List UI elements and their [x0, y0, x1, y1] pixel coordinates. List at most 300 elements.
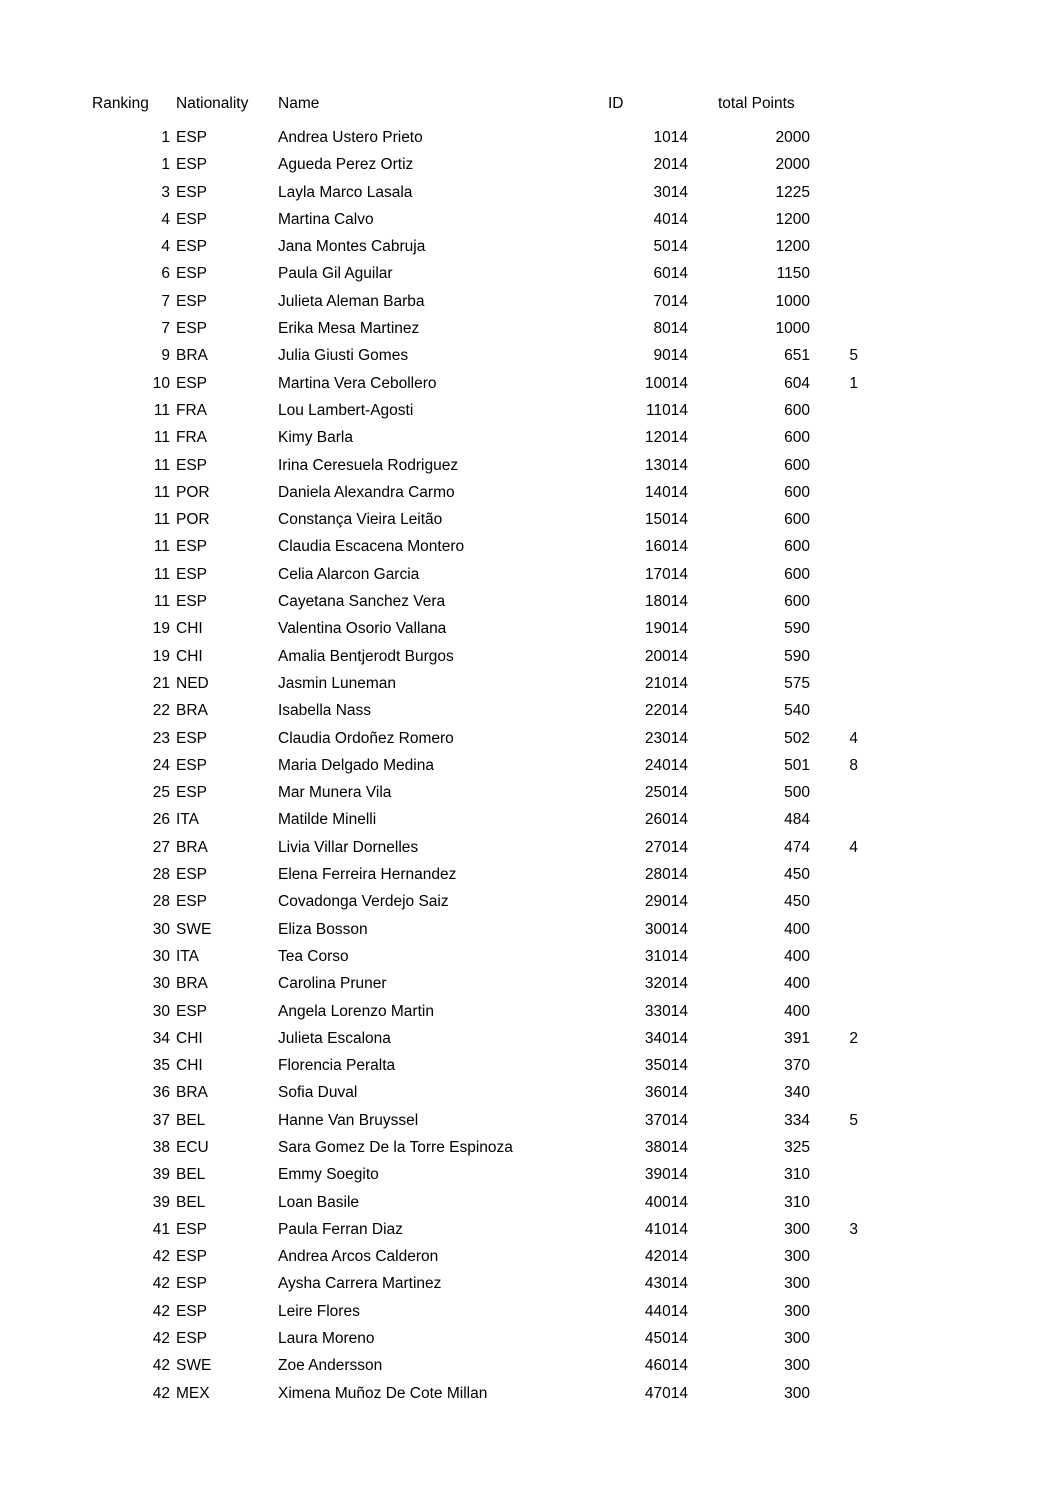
cell-name: Angela Lorenzo Martin: [278, 1002, 434, 1020]
cell-name: Leire Flores: [278, 1302, 360, 1320]
cell-total-points: 450: [784, 866, 810, 884]
cell-nationality: CHI: [176, 1057, 203, 1075]
cell-id: 12014: [644, 429, 688, 447]
cell-id: 3014: [653, 183, 688, 201]
cell-total-points: 651: [784, 347, 810, 365]
cell-total-points: 600: [784, 429, 810, 447]
table-row: [92, 479, 858, 506]
table-row: [92, 561, 858, 588]
cell-nationality: ECU: [176, 1138, 209, 1156]
cell-total-points: 502: [784, 729, 810, 747]
column-header-total-points: total Points: [718, 95, 795, 112]
cell-ranking: 11: [153, 511, 170, 529]
cell-total-points: 325: [784, 1138, 810, 1156]
cell-nationality: FRA: [176, 429, 207, 447]
cell-extra: [810, 1325, 858, 1352]
cell-id: 39014: [644, 1166, 688, 1184]
cell-extra: 8: [849, 756, 858, 774]
cell-id: 33014: [644, 1002, 688, 1020]
cell-id: 7014: [653, 292, 688, 310]
cell-total-points: 400: [784, 920, 810, 938]
cell-total-points: 1200: [775, 238, 810, 256]
cell-extra: 4: [849, 838, 858, 856]
cell-extra: [810, 151, 858, 178]
cell-id: 27014: [644, 838, 688, 856]
cell-ranking: 30: [152, 920, 170, 938]
cell-id: 37014: [644, 1111, 688, 1129]
cell-name: Erika Mesa Martinez: [278, 320, 420, 338]
cell-name: Claudia Ordoñez Romero: [278, 729, 454, 747]
cell-extra: [810, 1134, 858, 1161]
cell-nationality: ESP: [176, 1302, 208, 1320]
cell-total-points: 310: [784, 1193, 810, 1211]
cell-nationality: ESP: [176, 183, 208, 201]
cell-ranking: 11: [153, 429, 170, 447]
column-header-extra: [810, 95, 858, 124]
cell-name: Covadonga Verdejo Saiz: [278, 893, 449, 911]
cell-id: 17014: [644, 565, 688, 583]
cell-extra: [810, 861, 858, 888]
cell-nationality: SWE: [176, 920, 212, 938]
cell-nationality: ESP: [176, 238, 208, 256]
cell-name: Irina Ceresuela Rodriguez: [278, 456, 459, 474]
cell-name: Sofia Duval: [278, 1084, 358, 1102]
cell-total-points: 300: [784, 1330, 810, 1348]
cell-total-points: 1200: [775, 210, 810, 228]
cell-nationality: ESP: [176, 374, 208, 392]
cell-nationality: ESP: [176, 265, 208, 283]
cell-extra: [810, 233, 858, 260]
cell-nationality: CHI: [176, 647, 203, 665]
cell-extra: [810, 260, 858, 287]
cell-id: 16014: [644, 538, 688, 556]
table-row: [92, 697, 858, 724]
ranking-table: [92, 95, 858, 1407]
cell-extra: [810, 643, 858, 670]
cell-ranking: 39: [152, 1166, 170, 1184]
cell-name: Livia Villar Dornelles: [278, 838, 419, 856]
table-row: [92, 615, 858, 642]
cell-ranking: 3: [161, 183, 170, 201]
cell-total-points: 1000: [775, 320, 810, 338]
table-row: [92, 670, 858, 697]
cell-id: 15014: [644, 511, 688, 529]
cell-nationality: BRA: [176, 975, 208, 993]
table-row: [92, 124, 858, 151]
cell-ranking: 23: [152, 729, 170, 747]
table-body: [92, 124, 858, 1407]
cell-ranking: 37: [152, 1111, 170, 1129]
cell-nationality: ESP: [176, 565, 208, 583]
cell-nationality: BRA: [176, 838, 208, 856]
cell-name: Zoe Andersson: [278, 1357, 383, 1375]
cell-total-points: 400: [784, 975, 810, 993]
table-row: [92, 397, 858, 424]
cell-id: 22014: [644, 702, 688, 720]
cell-extra: [810, 1243, 858, 1270]
cell-extra: [810, 670, 858, 697]
cell-id: 44014: [644, 1302, 688, 1320]
cell-nationality: ITA: [176, 947, 199, 965]
cell-name: Cayetana Sanchez Vera: [278, 593, 446, 611]
cell-id: 6014: [653, 265, 688, 283]
cell-ranking: 19: [152, 647, 170, 665]
cell-extra: [810, 452, 858, 479]
cell-ranking: 9: [161, 347, 170, 365]
cell-ranking: 11: [153, 593, 170, 611]
table-row: [92, 1079, 858, 1106]
table-row: [92, 1325, 858, 1352]
cell-total-points: 450: [784, 893, 810, 911]
cell-total-points: 300: [784, 1220, 810, 1238]
cell-extra: [810, 124, 858, 151]
cell-total-points: 600: [784, 456, 810, 474]
cell-name: Martina Vera Cebollero: [278, 374, 437, 392]
cell-id: 11014: [646, 401, 688, 419]
table-row: [92, 998, 858, 1025]
cell-nationality: MEX: [176, 1384, 210, 1402]
cell-extra: 2: [849, 1029, 858, 1047]
cell-total-points: 604: [784, 374, 810, 392]
table-row: [92, 506, 858, 533]
cell-extra: [810, 1079, 858, 1106]
cell-nationality: ESP: [176, 593, 208, 611]
cell-total-points: 600: [784, 593, 810, 611]
cell-name: Julieta Aleman Barba: [278, 292, 425, 310]
table-row: [92, 916, 858, 943]
table-row: [92, 288, 858, 315]
cell-name: Emmy Soegito: [278, 1166, 379, 1184]
cell-extra: [810, 588, 858, 615]
cell-ranking: 42: [152, 1330, 170, 1348]
table-row: [92, 233, 858, 260]
cell-extra: [810, 943, 858, 970]
cell-extra: [810, 998, 858, 1025]
cell-ranking: 38: [152, 1138, 170, 1156]
cell-name: Sara Gomez De la Torre Espinoza: [278, 1138, 513, 1156]
cell-id: 32014: [644, 975, 688, 993]
cell-ranking: 1: [161, 129, 170, 146]
cell-name: Celia Alarcon Garcia: [278, 565, 420, 583]
table-row: [92, 206, 858, 233]
cell-nationality: ESP: [176, 156, 208, 174]
cell-name: Martina Calvo: [278, 210, 374, 228]
cell-id: 9014: [653, 347, 688, 365]
cell-id: 8014: [653, 320, 688, 338]
cell-id: 36014: [644, 1084, 688, 1102]
cell-nationality: ESP: [176, 1002, 208, 1020]
cell-name: Eliza Bosson: [278, 920, 368, 938]
cell-id: 30014: [644, 920, 688, 938]
table-row: [92, 588, 858, 615]
cell-extra: [810, 179, 858, 206]
cell-total-points: 1150: [776, 265, 810, 283]
table-row: [92, 806, 858, 833]
cell-total-points: 2000: [775, 129, 810, 146]
cell-name: Julieta Escalona: [278, 1029, 391, 1047]
cell-total-points: 2000: [775, 156, 810, 174]
cell-total-points: 300: [784, 1302, 810, 1320]
cell-nationality: ESP: [176, 1275, 208, 1293]
cell-nationality: CHI: [176, 1029, 203, 1047]
cell-id: 2014: [653, 156, 688, 174]
cell-ranking: 30: [152, 1002, 170, 1020]
cell-ranking: 42: [152, 1384, 170, 1402]
cell-nationality: ESP: [176, 756, 208, 774]
cell-id: 40014: [644, 1193, 688, 1211]
table-row: [92, 151, 858, 178]
cell-id: 26014: [644, 811, 688, 829]
cell-name: Julia Giusti Gomes: [278, 347, 409, 365]
cell-name: Constança Vieira Leitão: [278, 511, 443, 529]
cell-extra: [810, 806, 858, 833]
cell-total-points: 1000: [775, 292, 810, 310]
cell-ranking: 7: [161, 320, 170, 338]
cell-nationality: ESP: [176, 129, 208, 146]
cell-name: Ximena Muñoz De Cote Millan: [278, 1384, 488, 1402]
cell-total-points: 474: [784, 838, 810, 856]
cell-ranking: 28: [152, 893, 170, 911]
cell-ranking: 26: [152, 811, 170, 829]
cell-name: Valentina Osorio Vallana: [278, 620, 447, 638]
cell-id: 4014: [653, 210, 688, 228]
cell-id: 43014: [644, 1275, 688, 1293]
cell-total-points: 501: [784, 756, 810, 774]
cell-nationality: ESP: [176, 893, 208, 911]
cell-nationality: POR: [176, 511, 210, 529]
cell-extra: [810, 533, 858, 560]
table-row: [92, 725, 858, 752]
cell-name: Maria Delgado Medina: [278, 756, 434, 774]
cell-extra: [810, 206, 858, 233]
cell-extra: [810, 288, 858, 315]
cell-total-points: 1225: [775, 183, 810, 201]
cell-ranking: 41: [152, 1220, 170, 1238]
cell-nationality: ESP: [176, 1248, 208, 1266]
cell-ranking: 7: [161, 292, 170, 310]
cell-ranking: 1: [161, 156, 170, 174]
table-row: [92, 779, 858, 806]
cell-name: Andrea Ustero Prieto: [278, 129, 423, 146]
cell-ranking: 42: [152, 1357, 170, 1375]
column-header-nationality: Nationality: [176, 95, 249, 112]
cell-nationality: BRA: [176, 702, 208, 720]
cell-name: Elena Ferreira Hernandez: [278, 866, 457, 884]
cell-nationality: BRA: [176, 347, 208, 365]
cell-ranking: 34: [152, 1029, 170, 1047]
table-row: [92, 1298, 858, 1325]
cell-total-points: 300: [784, 1357, 810, 1375]
cell-total-points: 600: [784, 511, 810, 529]
cell-id: 29014: [644, 893, 688, 911]
table-row: [92, 1189, 858, 1216]
cell-extra: [810, 1298, 858, 1325]
cell-ranking: 42: [152, 1302, 170, 1320]
cell-extra: [810, 1052, 858, 1079]
cell-total-points: 300: [784, 1275, 810, 1293]
cell-id: 45014: [644, 1330, 688, 1348]
table-row: [92, 1052, 858, 1079]
cell-ranking: 11: [153, 456, 170, 474]
cell-ranking: 28: [152, 866, 170, 884]
cell-total-points: 310: [784, 1166, 810, 1184]
cell-nationality: NED: [176, 674, 209, 692]
cell-extra: [810, 615, 858, 642]
cell-id: 41014: [644, 1220, 688, 1238]
cell-ranking: 25: [152, 784, 170, 802]
cell-extra: [810, 888, 858, 915]
cell-name: Matilde Minelli: [278, 811, 377, 829]
cell-total-points: 500: [784, 784, 810, 802]
cell-extra: [810, 779, 858, 806]
cell-name: Agueda Perez Ortiz: [278, 156, 414, 174]
cell-id: 21014: [644, 674, 688, 692]
cell-nationality: ESP: [176, 1330, 208, 1348]
cell-id: 19014: [644, 620, 688, 638]
cell-total-points: 600: [784, 538, 810, 556]
cell-extra: 4: [849, 729, 858, 747]
cell-name: Isabella Nass: [278, 702, 372, 720]
cell-name: Claudia Escacena Montero: [278, 538, 465, 556]
cell-extra: [810, 697, 858, 724]
cell-extra: [810, 1380, 858, 1407]
cell-id: 24014: [644, 756, 688, 774]
cell-name: Paula Ferran Diaz: [278, 1220, 403, 1238]
cell-total-points: 400: [784, 1002, 810, 1020]
table-row: [92, 834, 858, 861]
cell-name: Kimy Barla: [278, 429, 353, 447]
cell-ranking: 22: [152, 702, 170, 720]
cell-id: 23014: [644, 729, 688, 747]
cell-extra: [810, 397, 858, 424]
table-row: [92, 888, 858, 915]
cell-total-points: 484: [784, 811, 810, 829]
cell-id: 34014: [644, 1029, 688, 1047]
cell-name: Paula Gil Aguilar: [278, 265, 393, 283]
cell-extra: [810, 424, 858, 451]
table-row: [92, 943, 858, 970]
column-header-name: Name: [278, 95, 320, 112]
table-row: [92, 861, 858, 888]
cell-extra: [810, 1352, 858, 1379]
cell-nationality: FRA: [176, 401, 207, 419]
cell-id: 35014: [644, 1057, 688, 1075]
table-row: [92, 970, 858, 997]
cell-extra: [810, 1270, 858, 1297]
cell-extra: [810, 561, 858, 588]
cell-ranking: 35: [152, 1057, 170, 1075]
cell-total-points: 300: [784, 1248, 810, 1266]
table-row: [92, 452, 858, 479]
cell-name: Amalia Bentjerodt Burgos: [278, 647, 454, 665]
cell-nationality: CHI: [176, 620, 203, 638]
cell-ranking: 42: [152, 1275, 170, 1293]
cell-extra: [810, 916, 858, 943]
cell-extra: 5: [849, 1111, 858, 1129]
cell-total-points: 575: [784, 674, 810, 692]
cell-total-points: 600: [784, 565, 810, 583]
cell-name: Lou Lambert-Agosti: [278, 401, 414, 419]
cell-ranking: 30: [152, 975, 170, 993]
cell-total-points: 590: [784, 647, 810, 665]
table-row: [92, 179, 858, 206]
cell-nationality: ESP: [176, 292, 208, 310]
cell-id: 25014: [644, 784, 688, 802]
cell-extra: [810, 1161, 858, 1188]
cell-nationality: ESP: [176, 784, 208, 802]
cell-name: Florencia Peralta: [278, 1057, 396, 1075]
table-row: [92, 1243, 858, 1270]
cell-name: Aysha Carrera Martinez: [278, 1275, 442, 1293]
table-row: [92, 424, 858, 451]
cell-nationality: ITA: [176, 811, 199, 829]
cell-ranking: 39: [152, 1193, 170, 1211]
cell-name: Loan Basile: [278, 1193, 360, 1211]
cell-nationality: BRA: [176, 1084, 208, 1102]
cell-ranking: 10: [152, 374, 170, 392]
cell-id: 20014: [644, 647, 688, 665]
cell-name: Jana Montes Cabruja: [278, 238, 426, 256]
cell-name: Layla Marco Lasala: [278, 183, 413, 201]
cell-total-points: 540: [784, 702, 810, 720]
cell-id: 38014: [644, 1138, 688, 1156]
cell-id: 5014: [653, 238, 688, 256]
cell-total-points: 370: [784, 1057, 810, 1075]
cell-total-points: 300: [784, 1384, 810, 1402]
cell-name: Laura Moreno: [278, 1330, 375, 1348]
cell-ranking: 19: [152, 620, 170, 638]
cell-extra: 3: [849, 1220, 858, 1238]
cell-total-points: 340: [784, 1084, 810, 1102]
cell-nationality: ESP: [176, 866, 208, 884]
cell-id: 1014: [653, 129, 688, 146]
cell-nationality: ESP: [176, 320, 208, 338]
cell-nationality: BEL: [176, 1193, 206, 1211]
cell-id: 14014: [644, 483, 688, 501]
cell-nationality: BEL: [176, 1111, 206, 1129]
cell-id: 46014: [644, 1357, 688, 1375]
cell-extra: 1: [849, 374, 858, 392]
cell-nationality: BEL: [176, 1166, 206, 1184]
cell-ranking: 11: [153, 565, 170, 583]
cell-id: 10014: [644, 374, 688, 392]
cell-id: 42014: [644, 1248, 688, 1266]
table-row: [92, 1025, 858, 1052]
cell-name: Carolina Pruner: [278, 975, 387, 993]
cell-total-points: 400: [784, 947, 810, 965]
cell-ranking: 4: [161, 210, 170, 228]
table-row: [92, 1134, 858, 1161]
cell-total-points: 334: [784, 1111, 810, 1129]
table-row: [92, 342, 858, 369]
cell-ranking: 36: [152, 1084, 170, 1102]
cell-nationality: ESP: [176, 1220, 208, 1238]
table-row: [92, 315, 858, 342]
cell-ranking: 6: [161, 265, 170, 283]
cell-ranking: 42: [152, 1248, 170, 1266]
table-row: [92, 752, 858, 779]
cell-id: 47014: [644, 1384, 688, 1402]
cell-extra: [810, 479, 858, 506]
cell-ranking: 30: [152, 947, 170, 965]
cell-total-points: 590: [784, 620, 810, 638]
cell-extra: 5: [849, 347, 858, 365]
cell-nationality: ESP: [176, 210, 208, 228]
cell-name: Daniela Alexandra Carmo: [278, 483, 455, 501]
cell-ranking: 11: [153, 401, 170, 419]
cell-nationality: ESP: [176, 729, 208, 747]
cell-total-points: 391: [784, 1029, 810, 1047]
